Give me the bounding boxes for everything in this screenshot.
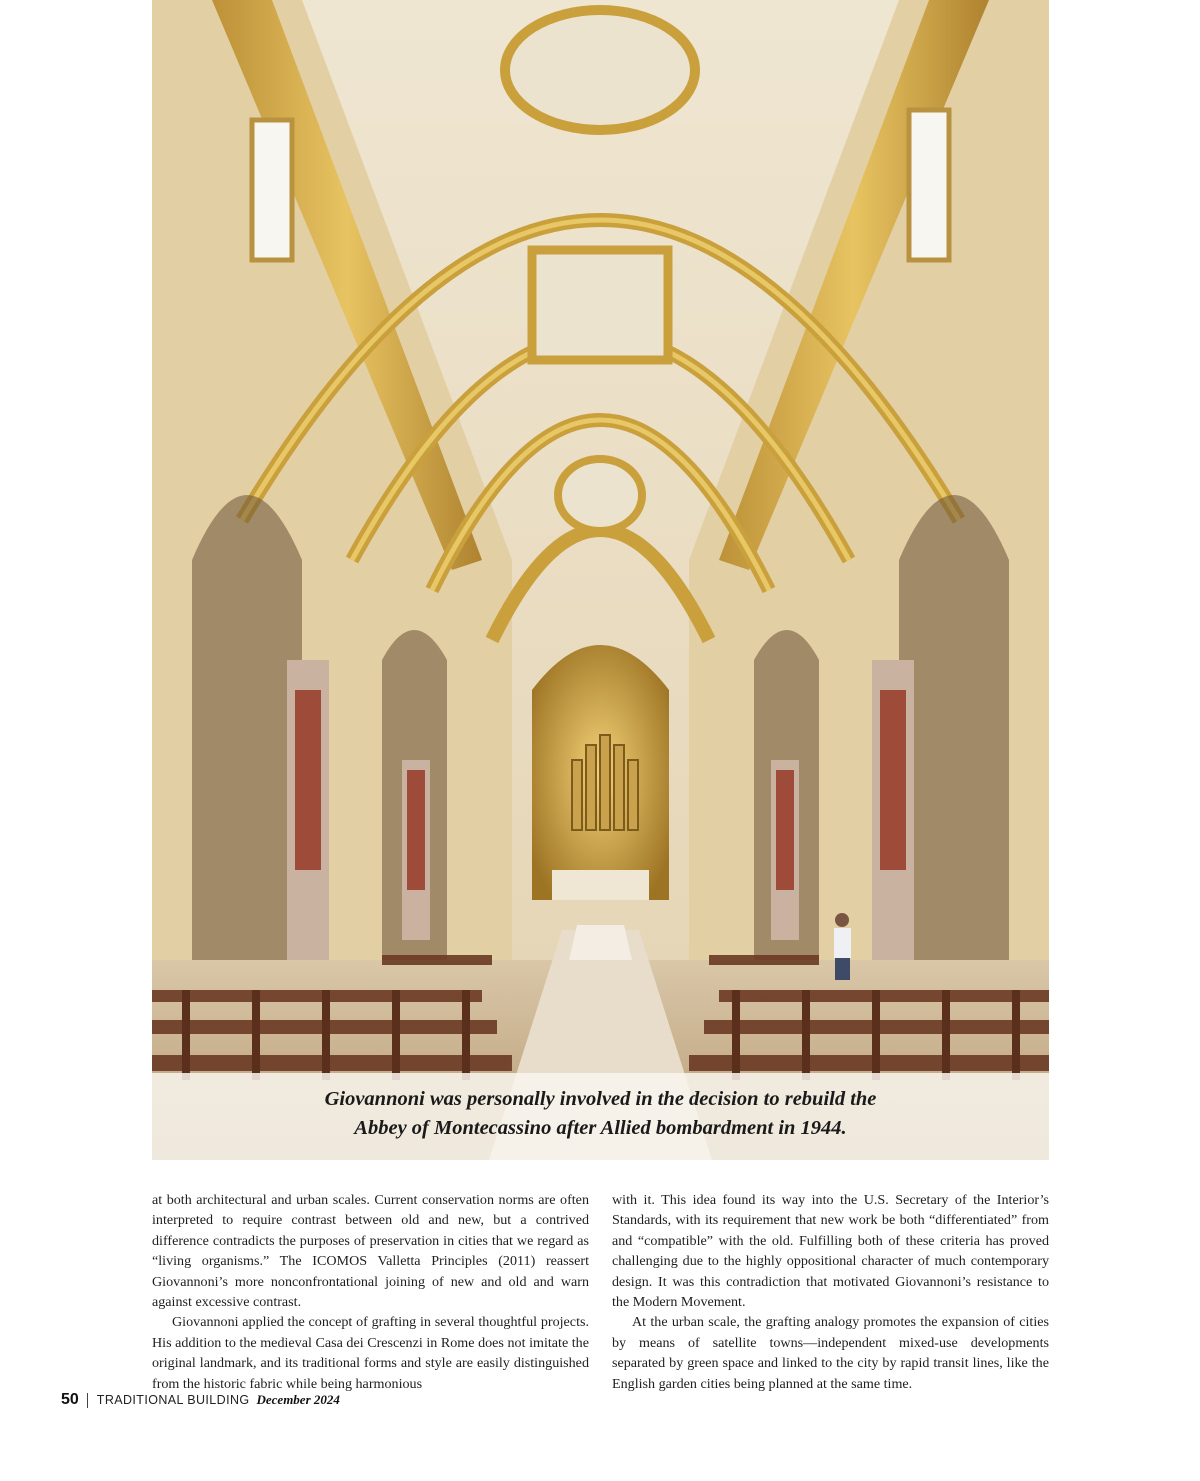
caption-line-1: Giovannoni was personally involved in the decision to rebuild the <box>324 1088 877 1110</box>
magazine-name: TRADITIONAL BUILDING <box>96 1393 250 1407</box>
caption-line-2: Abbey of Montecassino after Allied bombardment in 1944. <box>354 1117 847 1139</box>
paragraph: with it. This idea found its way into the U.S. Secretary of the Interior’s Standards, with its requirement that new work be both “differentiated” from and “compatible” with the old. Fulfilling both of these criteria has proved challenging due to the highly oppositional character of much contemporary design. It was this contradiction that motivated Giovannoni’s resistance to the Modern Movement. <box>612 1192 1049 1311</box>
page-footer <box>61 1389 340 1411</box>
article-body <box>152 1190 1049 1392</box>
left-column <box>152 1190 589 1394</box>
photo-caption <box>152 1085 1049 1143</box>
cathedral-photo <box>152 0 1049 1160</box>
page-number: 50 <box>61 1391 79 1408</box>
paragraph: At the urban scale, the grafting analogy promotes the expansion of cities by means of satellite towns—independent mixed-use developments separated by green space and linked to the city by rapid transit lines, like the English garden cities being planned at the same time. <box>612 1314 1049 1392</box>
nave-illustration <box>152 0 1049 1160</box>
right-column <box>612 1190 1049 1394</box>
paragraph: Giovannoni applied the concept of grafting in several thoughtful projects. His addition to the medieval Casa dei Crescenzi in Rome does not imitate the original landmark, and its traditional forms and style are easily distinguished from the historic fabric while being harmonious <box>152 1314 589 1392</box>
paragraph: at both architectural and urban scales. Current conservation norms are often interpreted to require contrast between old and new, but a contrived difference contradicts the purposes of preservation in cities that we regard as “living organisms.” The ICOMOS Valletta Principles (2011) reassert Giovannoni’s more nonconfrontational joining of new and old and warn against excessive contrast. <box>152 1192 589 1311</box>
footer-divider <box>87 1393 88 1408</box>
issue-date: December 2024 <box>256 1392 340 1407</box>
